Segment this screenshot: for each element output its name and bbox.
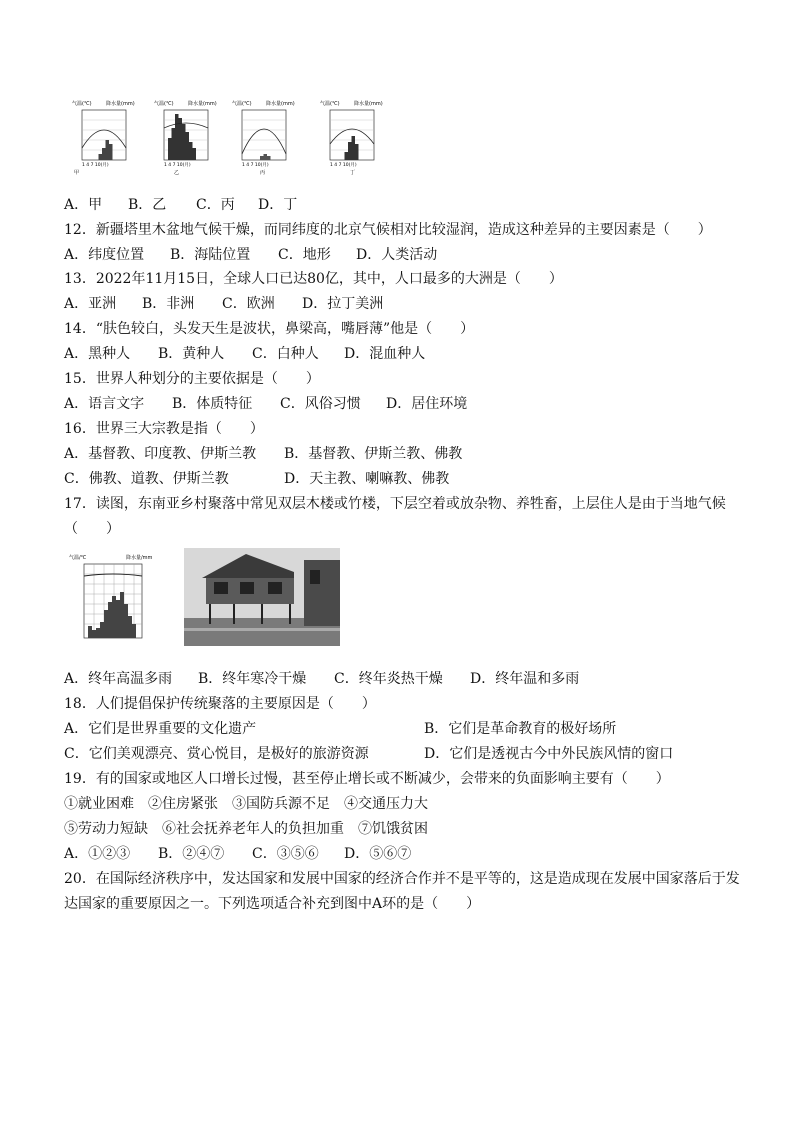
climate-chart-ding	[318, 98, 388, 178]
climate-chart-jia	[70, 98, 140, 178]
climate-chart-jia-svg	[70, 98, 140, 178]
climate-axis-right: 降水量(mm)	[106, 101, 135, 107]
q15-option-c[interactable]: C．风俗习惯	[280, 396, 361, 412]
climate-x-ticks: 1 4 7 10(月)	[330, 163, 357, 168]
climate-axis-left: 气温(℃)	[154, 101, 174, 107]
q17-option-c[interactable]: C．终年炎热干燥	[334, 671, 443, 687]
q14-stem: 14．“肤色较白，头发天生是波状，鼻梁高，嘴唇薄”他是（ ）	[64, 321, 475, 337]
q17-option-a[interactable]: A．终年高温多雨	[64, 671, 173, 687]
climate-x-ticks: 1 4 7 10(月)	[242, 163, 269, 168]
q18-option-d[interactable]: D．它们是透视古今中外民族风情的窗口	[424, 746, 674, 762]
q13-stem: 13．2022年11月15日，全球人口已达80亿，其中，人口最多的大洲是（ ）	[64, 271, 563, 287]
q17-chart-axis-right: 降水量/mm	[126, 555, 153, 561]
climate-x-ticks: 1 4 7 10(月)	[164, 163, 191, 168]
q20-stem-line2: 达国家的重要原因之一。下列选项适合补充到图中A环的是（ ）	[64, 896, 481, 912]
q11-option-a[interactable]: A．甲	[64, 197, 103, 213]
q13-option-b[interactable]: B．非洲	[142, 296, 195, 312]
climate-label: 乙	[174, 170, 180, 176]
q17-stem-line1: 17．读图，东南亚乡村聚落中常见双层木楼或竹楼，下层空着或放杂物、养牲畜，上层住人是由于当地气候	[64, 496, 726, 512]
climate-chart-yi-svg	[152, 98, 222, 178]
q19-items-line1: ①就业困难 ②住房紧张 ③国防兵源不足 ④交通压力大	[64, 796, 428, 812]
q17-chart-axis-left: 气温/℃	[69, 555, 87, 561]
climate-axis-left: 气温(℃)	[72, 101, 92, 107]
q11-option-b[interactable]: B．乙	[128, 197, 167, 213]
climate-axis-right: 降水量(mm)	[266, 101, 295, 107]
q12-option-c[interactable]: C．地形	[278, 247, 331, 263]
q19-option-d[interactable]: D．⑤⑥⑦	[344, 846, 412, 862]
q16-stem: 16．世界三大宗教是指（ ）	[64, 421, 264, 437]
climate-axis-left: 气温(℃)	[320, 101, 340, 107]
q20-stem-line1: 20．在国际经济秩序中，发达国家和发展中国家的经济合作并不是平等的，这是造成现在发展中国家落后于发	[64, 871, 740, 887]
climate-chart-yi	[152, 98, 222, 178]
q16-option-d[interactable]: D．天主教、喇嘛教、佛教	[284, 471, 450, 487]
q17-option-d[interactable]: D．终年温和多雨	[470, 671, 580, 687]
q15-stem: 15．世界人种划分的主要依据是（ ）	[64, 371, 320, 387]
q15-option-d[interactable]: D．居住环境	[386, 396, 468, 412]
q18-stem: 18．人们提倡保护传统聚落的主要原因是（ ）	[64, 696, 376, 712]
q11-option-c[interactable]: C．丙	[196, 197, 235, 213]
climate-x-ticks: 1 4 7 10(月)	[82, 163, 109, 168]
climate-axis-right: 降水量(mm)	[188, 101, 217, 107]
q15-option-a[interactable]: A．语言文字	[64, 396, 145, 412]
climate-chart-ding-svg	[318, 98, 388, 178]
stilt-house-photo	[184, 548, 340, 646]
q16-option-a[interactable]: A．基督教、印度教、伊斯兰教	[64, 446, 257, 462]
q12-option-d[interactable]: D．人类活动	[356, 247, 438, 263]
q14-option-b[interactable]: B．黄种人	[158, 346, 225, 362]
q15-option-b[interactable]: B．体质特征	[172, 396, 253, 412]
q14-option-a[interactable]: A．黑种人	[64, 346, 131, 362]
q17-stem-line2: （ ）	[64, 521, 120, 537]
climate-chart-bing-svg	[230, 98, 300, 178]
q17-climate-chart-svg	[68, 552, 158, 648]
q19-items-line2: ⑤劳动力短缺 ⑥社会抚养老年人的负担加重 ⑦饥饿贫困	[64, 821, 428, 837]
climate-axis-right: 降水量(mm)	[354, 101, 383, 107]
q17-climate-chart	[68, 552, 158, 648]
climate-chart-bing	[230, 98, 300, 178]
q13-option-c[interactable]: C．欧洲	[222, 296, 275, 312]
q14-option-c[interactable]: C．白种人	[252, 346, 319, 362]
q12-option-b[interactable]: B．海陆位置	[170, 247, 251, 263]
climate-label: 甲	[74, 170, 80, 176]
q17-option-b[interactable]: B．终年寒冷干燥	[198, 671, 307, 687]
q13-option-a[interactable]: A．亚洲	[64, 296, 117, 312]
q18-option-a[interactable]: A．它们是世界重要的文化遗产	[64, 721, 257, 737]
q11-option-d[interactable]: D．丁	[258, 197, 298, 213]
q18-option-c[interactable]: C．它们美观漂亮、赏心悦目，是极好的旅游资源	[64, 746, 369, 762]
q19-option-b[interactable]: B．②④⑦	[158, 846, 225, 862]
q14-option-d[interactable]: D．混血种人	[344, 346, 426, 362]
climate-axis-left: 气温(℃)	[232, 101, 252, 107]
q12-option-a[interactable]: A．纬度位置	[64, 247, 145, 263]
q19-stem: 19．有的国家或地区人口增长过慢，甚至停止增长或不断减少，会带来的负面影响主要有（ ）	[64, 771, 670, 787]
stilt-house-photo-svg	[184, 548, 340, 646]
q18-option-b[interactable]: B．它们是革命教育的极好场所	[424, 721, 617, 737]
q13-option-d[interactable]: D．拉丁美洲	[302, 296, 384, 312]
q12-stem: 12．新疆塔里木盆地气候干燥，而同纬度的北京气候相对比较湿润，造成这种差异的主要因素是（ ）	[64, 222, 712, 238]
climate-label: 丙	[260, 170, 266, 176]
q19-option-a[interactable]: A．①②③	[64, 846, 131, 862]
q19-option-c[interactable]: C．③⑤⑥	[252, 846, 319, 862]
climate-label: 丁	[350, 170, 356, 176]
q16-option-c[interactable]: C．佛教、道教、伊斯兰教	[64, 471, 229, 487]
q16-option-b[interactable]: B．基督教、伊斯兰教、佛教	[284, 446, 463, 462]
